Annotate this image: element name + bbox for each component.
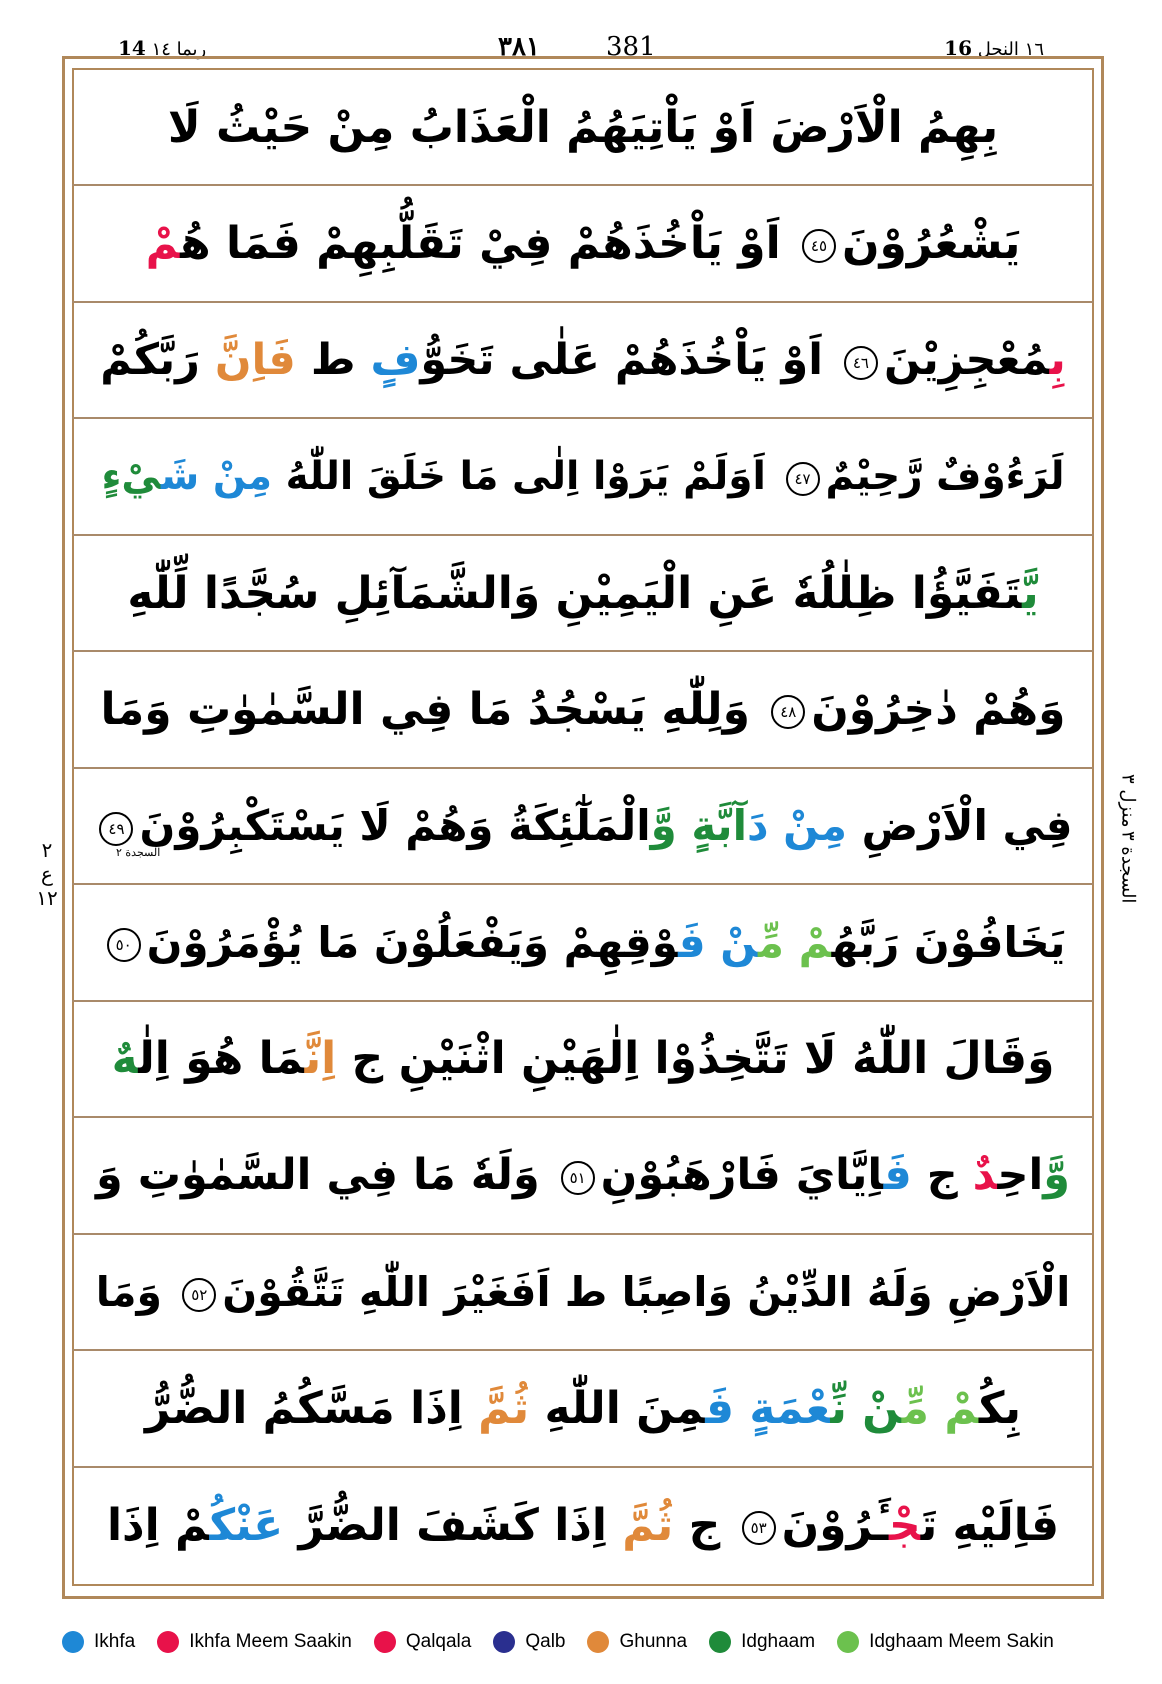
quran-line-12 — [72, 1351, 1094, 1467]
surah-name: النحل — [977, 39, 1019, 60]
quran-line-8 — [72, 885, 1094, 1001]
quran-line-7 — [72, 769, 1094, 885]
text-segment-plain: ج — [911, 1150, 973, 1201]
text-segment-ikhfa-meem: مْ — [145, 218, 181, 270]
text-segment-plain: وَقَالَ اللّٰهُ لَا تَتَّخِذُوْا اِلٰهَيْنِ اثْنَيْنِ ج — [336, 1033, 1055, 1085]
quran-line-10 — [72, 1118, 1094, 1234]
text-segment-idghaam: يْءٍ — [101, 454, 161, 500]
quran-line-text — [107, 1500, 1059, 1551]
legend-color-dot — [62, 1631, 84, 1653]
text-segment-ikhfa: نْ فَ — [678, 917, 759, 967]
ayah-number-marker: ٥٣ — [742, 1511, 776, 1545]
legend-item — [587, 1631, 687, 1653]
surah-number-ar: ١٦ — [1024, 39, 1044, 60]
text-segment-idghaam: يَّ — [1022, 567, 1039, 619]
ayah-number-marker: ٥٢ — [182, 1278, 216, 1312]
text-segment-ghunna: اِنَّ — [304, 1033, 337, 1085]
quran-line-text — [168, 102, 998, 153]
quran-line-text — [101, 454, 1064, 499]
legend-color-dot — [493, 1631, 515, 1653]
quran-line-2 — [72, 186, 1094, 302]
text-segment-plain: تَفَيَّؤُا ظِلٰلُهٗ عَنِ الْيَمِيْنِ وَالشَّمَآئِلِ سُجَّدًا لِّلّٰهِ — [127, 567, 1023, 619]
text-segment-plain: مَا هُوَ اِلٰ — [138, 1033, 305, 1085]
quran-line-5 — [72, 536, 1094, 652]
quran-line-3 — [72, 303, 1094, 419]
tajweed-legend — [62, 1622, 1112, 1662]
surah-number-en: 16 — [944, 36, 973, 60]
legend-label: Ghunna — [619, 1631, 688, 1652]
quran-line-13 — [72, 1468, 1094, 1584]
text-segment-plain: يَخَافُوْنَ رَبَّهُ — [831, 917, 1066, 967]
legend-color-dot — [709, 1631, 731, 1653]
text-segment-plain: اَوَلَمْ يَرَوْا اِلٰى مَا خَلَقَ اللّٰهُ — [272, 454, 780, 500]
text-segment-idghaam-meem: مْ مِّ — [901, 1382, 979, 1434]
text-segment-qalqala: بِ — [1049, 335, 1066, 386]
legend-item — [374, 1631, 472, 1653]
text-segment-ghunna: فَاِنَّ — [214, 335, 296, 386]
text-segment-ikhfa: فٍ — [370, 335, 421, 386]
text-segment-plain: بِكُ — [978, 1382, 1021, 1434]
text-segment-idghaam: وَّ — [1043, 1150, 1070, 1201]
legend-label: Idghaam — [741, 1631, 816, 1652]
juz-number-en: 14 — [118, 36, 146, 60]
ruku-middle: ع — [41, 862, 53, 886]
text-segment-ghunna: ثُمَّ — [478, 1382, 530, 1434]
text-segment-plain: اَوْ يَاْخُذَهُمْ فِيْ تَقَلُّبِهِمْ فَمَا هُ — [180, 218, 796, 270]
legend-item — [837, 1631, 1054, 1653]
legend-color-dot — [157, 1631, 179, 1653]
legend-item — [62, 1631, 135, 1653]
manzil-marker — [1108, 770, 1148, 1050]
ayah-number-marker: ٥١ — [561, 1161, 595, 1195]
text-segment-plain: ج — [673, 1500, 736, 1552]
juz-name: ربما — [176, 39, 207, 60]
text-segment-idghaam: نْ نِّ — [830, 1382, 902, 1434]
text-segment-plain: اِيَّايَ فَارْهَبُوْنِ — [600, 1150, 884, 1201]
legend-label: Ikhfa Meem Saakin — [189, 1631, 352, 1652]
ayah-number-marker: ٤٦ — [844, 346, 878, 380]
text-segment-idghaam: آبَّةٍ وَّ — [650, 801, 747, 851]
legend-item — [709, 1631, 815, 1653]
text-segment-plain: اَوْ يَاْخُذَهُمْ عَلٰى تَخَوُّ — [420, 335, 838, 386]
ayah-number-marker: ٤٧ — [786, 462, 820, 496]
ayah-number-marker: ٤٥ — [802, 229, 836, 263]
quran-line-1 — [72, 70, 1094, 186]
page-number: 381 — [606, 32, 656, 62]
legend-label: Ikhfa — [94, 1631, 136, 1652]
legend-color-dot — [587, 1631, 609, 1653]
text-segment-idghaam-meem: مْ مِّ — [758, 917, 832, 967]
legend-color-dot — [837, 1631, 859, 1653]
text-segment-plain: لَرَءُوْفٌ رَّحِيْمٌ — [825, 454, 1065, 500]
text-segment-plain: وَلَهٗ مَا فِي السَّمٰوٰتِ وَ — [96, 1150, 555, 1201]
juz-number-ar: ١٤ — [151, 39, 171, 60]
quran-line-text — [127, 568, 1038, 619]
ayah-number-marker: ٤٩ — [99, 812, 133, 846]
text-segment-plain: وْقِهِمْ وَيَفْعَلُوْنَ مَا يُؤْمَرُوْنَ — [146, 917, 679, 967]
text-segment-ikhfa: عَنْكُ — [209, 1500, 284, 1552]
text-segment-plain: الْمَلٰٓئِكَةُ وَهُمْ لَا يَسْتَكْبِرُوْنَ — [139, 801, 651, 851]
quran-text-block — [72, 70, 1094, 1584]
text-segment-plain: اِذَا مَسَّكُمُ الضُّرُّ — [145, 1382, 479, 1434]
quran-line-text — [101, 918, 1066, 967]
legend-item — [157, 1631, 352, 1653]
text-segment-plain: وَلِلّٰهِ يَسْجُدُ مَا فِي السَّمٰوٰتِ وَمَا — [100, 684, 766, 736]
text-segment-plain: يَشْعُرُوْنَ — [841, 218, 1021, 270]
ayah-number-marker: ٤٨ — [771, 695, 805, 729]
text-segment-ikhfa: مِنْ دَ — [746, 801, 847, 851]
text-segment-plain: فَاِلَيْهِ تَ — [920, 1500, 1060, 1552]
page-number-arabic: ٣٨١ — [498, 32, 540, 62]
quran-line-text — [112, 1033, 1055, 1084]
ruku-top: ٢ — [41, 838, 53, 862]
quran-line-text — [96, 1268, 1071, 1316]
text-segment-plain: مُعْجِزِيْنَ — [883, 335, 1050, 386]
text-segment-plain: ـَٔرُوْنَ — [781, 1500, 889, 1552]
sajdah-label: السجدة ٣ — [1117, 831, 1139, 904]
text-segment-plain: بِهِمُ الْاَرْضَ اَوْ يَاْتِيَهُمُ الْعَذَابُ مِنْ حَيْثُ لَا — [167, 101, 999, 153]
text-segment-plain: وَهُمْ دٰخِرُوْنَ — [811, 684, 1066, 736]
ayah-number-marker: ٥٠ — [107, 928, 141, 962]
quran-line-text — [101, 684, 1066, 735]
text-segment-plain: احِ — [997, 1150, 1044, 1201]
text-segment-qalqala: دٌ — [972, 1150, 998, 1201]
quran-line-11 — [72, 1235, 1094, 1351]
quran-line-text — [96, 1150, 1070, 1200]
text-segment-plain: رَبَّكُمْ — [100, 335, 215, 386]
ruku-bottom: ١٢ — [36, 886, 58, 910]
text-segment-plain: مِنَ اللّٰهِ — [529, 1382, 706, 1434]
legend-color-dot — [374, 1631, 396, 1653]
text-segment-ghunna: ثُمَّ — [622, 1500, 674, 1552]
legend-label: Qalb — [525, 1631, 566, 1652]
text-segment-plain: اِذَا كَشَفَ الضُّرَّ — [283, 1500, 623, 1552]
ruku-marker — [30, 838, 64, 918]
quran-line-text — [100, 335, 1066, 385]
legend-label: Idghaam Meem Sakin — [869, 1631, 1054, 1652]
text-segment-plain: فِي الْاَرْضِ — [846, 801, 1073, 851]
quran-line-text — [145, 1383, 1021, 1434]
text-segment-plain: الْاَرْضِ وَلَهُ الدِّيْنُ وَاصِبًا ط اَفَغَيْرَ اللّٰهِ تَتَّقُوْنَ — [222, 1267, 1071, 1316]
text-segment-ikhfa: مِنْ شَ — [160, 454, 273, 500]
text-segment-qalqala: جْ — [888, 1500, 921, 1552]
manzil-label: منزل ٣ — [1117, 774, 1139, 828]
quran-line-6 — [72, 652, 1094, 768]
legend-item — [493, 1631, 565, 1653]
quran-line-text — [146, 218, 1021, 269]
text-segment-ikhfa: عْمَةٍ فَ — [705, 1382, 831, 1434]
sajdah-mark: السجدة ٢ — [116, 846, 161, 859]
text-segment-plain: مْ اِذَا — [106, 1500, 210, 1552]
text-segment-idghaam: هٌ — [111, 1033, 139, 1085]
text-segment-plain: وَمَا — [95, 1267, 177, 1316]
quran-line-9 — [72, 1002, 1094, 1118]
legend-label: Qalqala — [405, 1631, 472, 1652]
text-segment-plain: ط — [295, 335, 371, 386]
quran-line-4 — [72, 419, 1094, 535]
text-segment-ikhfa: فَ — [883, 1150, 912, 1201]
quran-line-text — [93, 801, 1072, 850]
